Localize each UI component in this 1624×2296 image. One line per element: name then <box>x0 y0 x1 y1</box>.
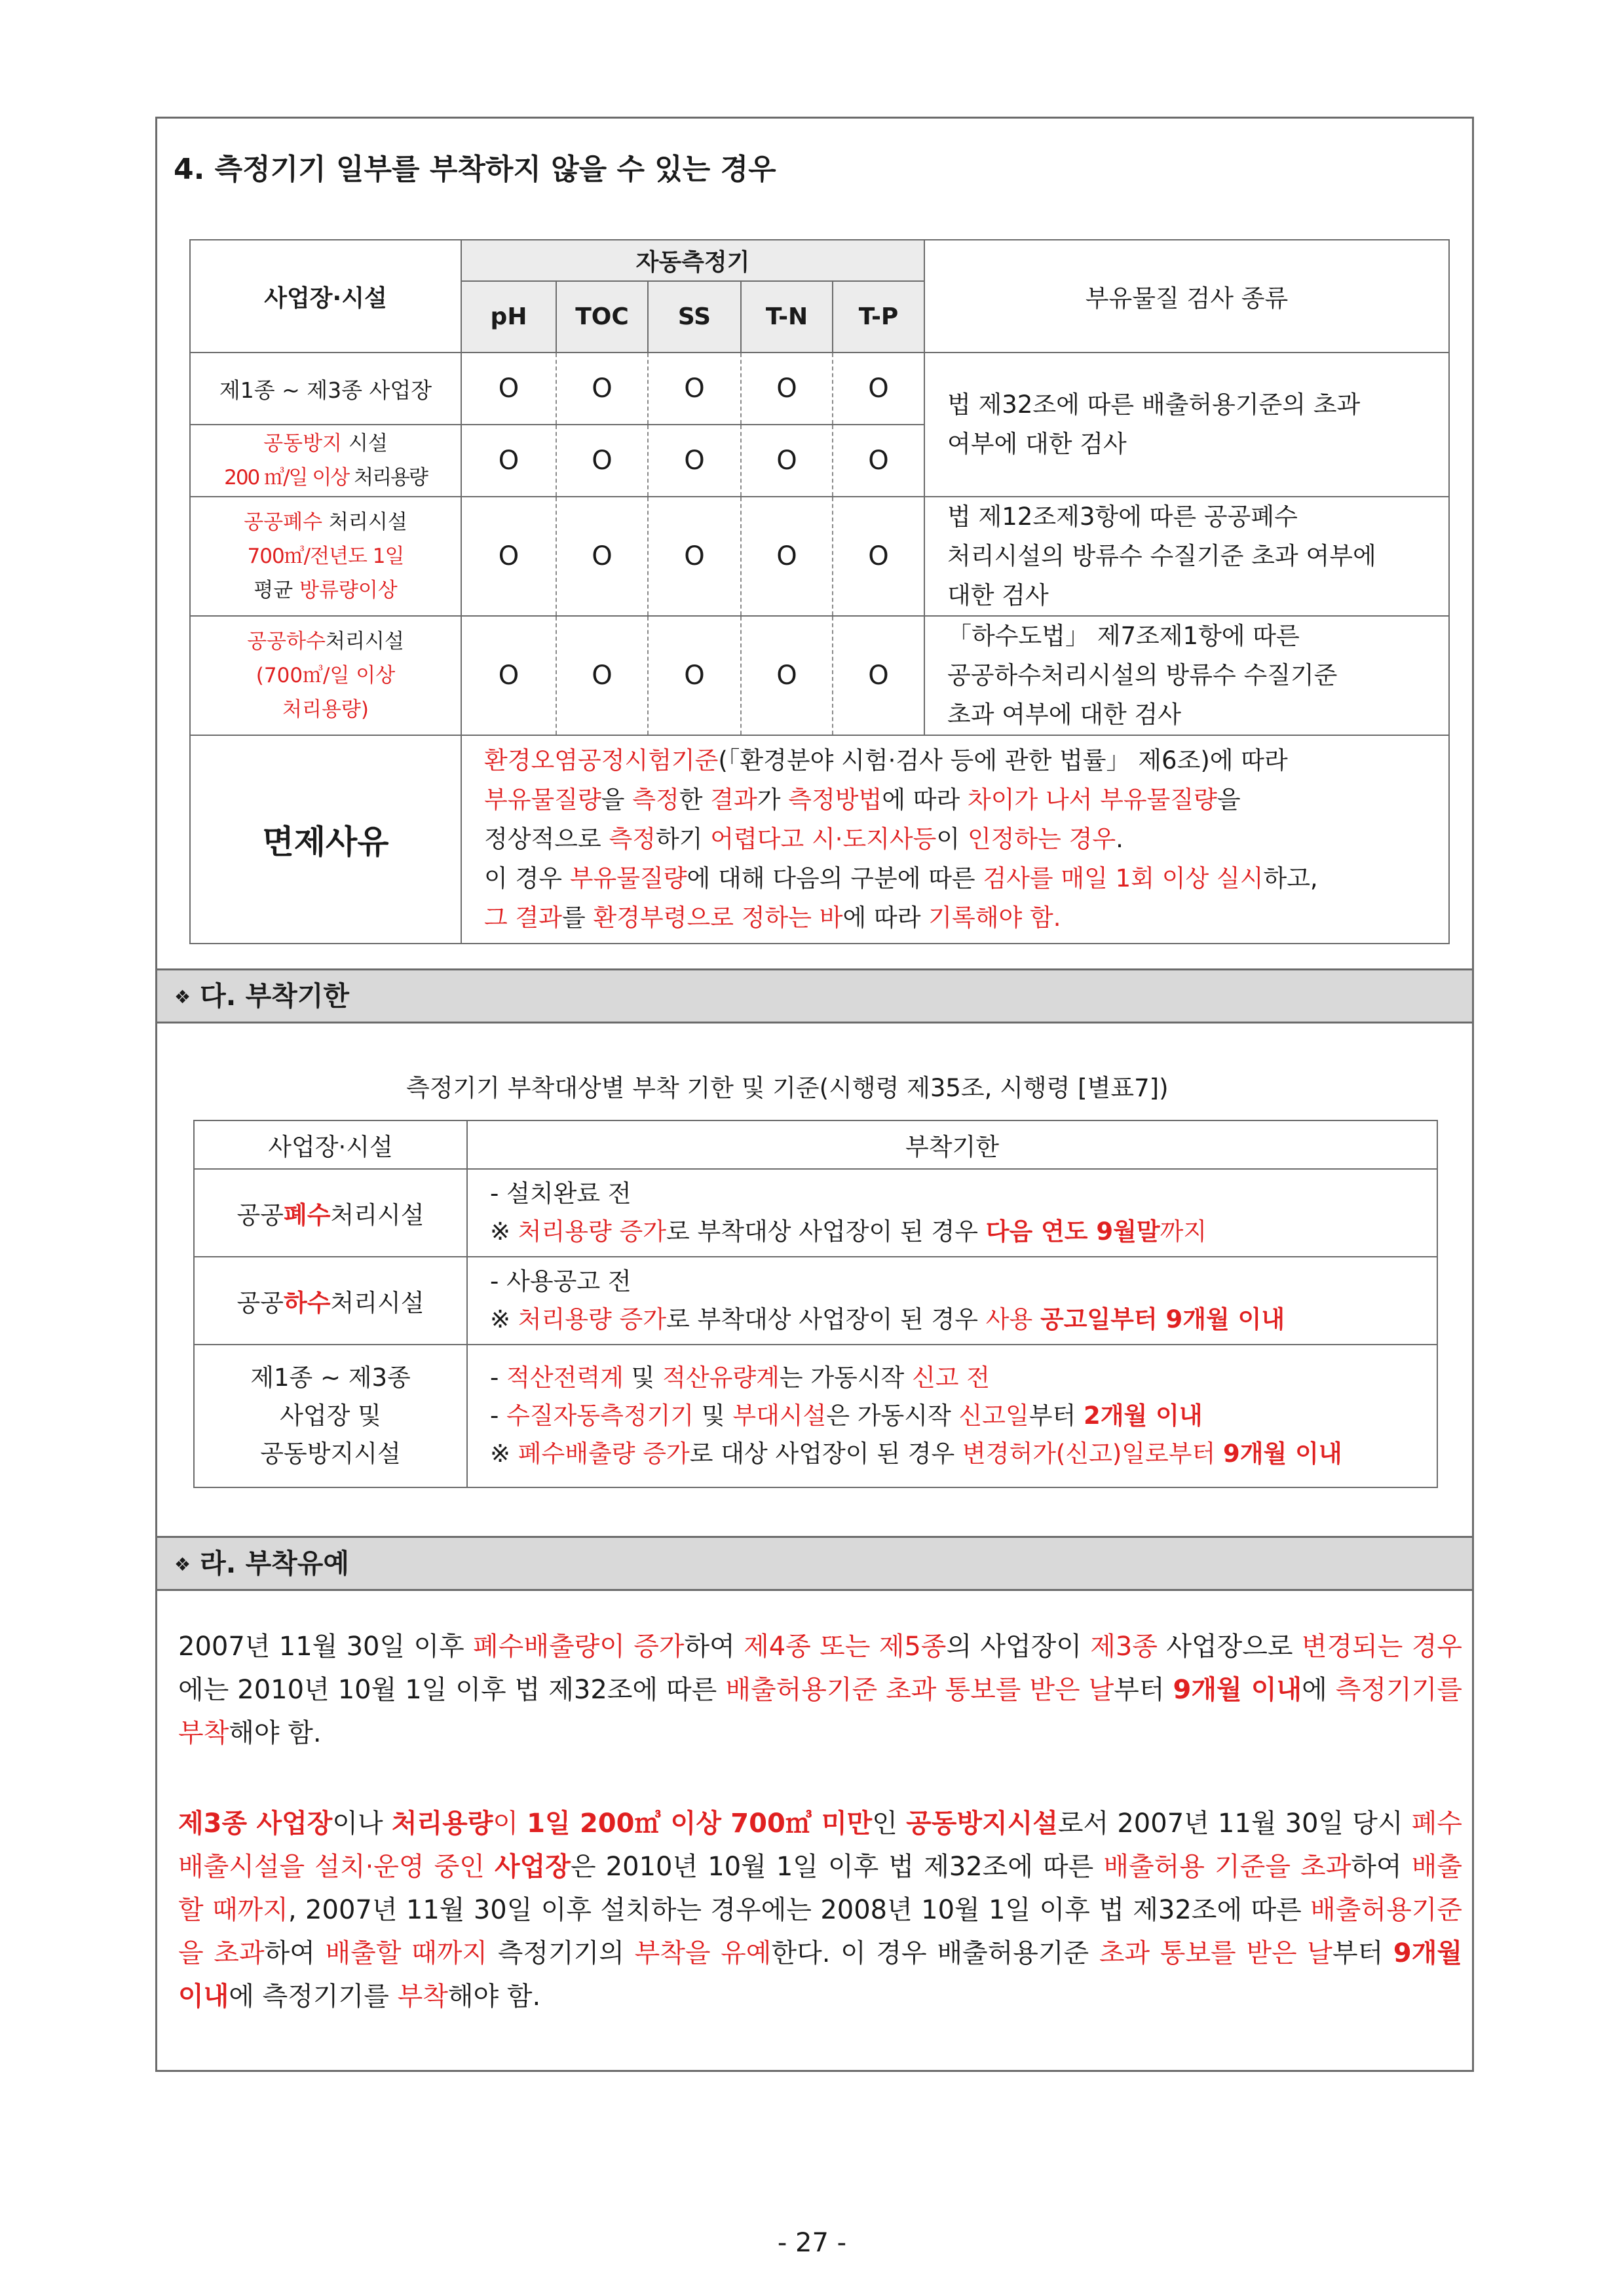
text-run: 2007년 11월 30일 이후 <box>178 1632 474 1662</box>
label-part: (700㎥/일 이상 <box>255 664 396 687</box>
ex-part: 에 따라 <box>882 786 968 814</box>
dl-part: 신고일 <box>958 1402 1029 1430</box>
text-run: 폐수배출량이 증가 <box>473 1632 685 1662</box>
dl-part: ※ <box>490 1305 518 1333</box>
ex-part: 결과 <box>710 786 757 814</box>
mark: O <box>461 425 556 497</box>
dl-part: 변경허가(신고)일로부터 <box>962 1440 1224 1468</box>
text-run: , 2007년 11월 30일 이후 설치하는 경우에는 2008년 10월 1일 이후 법 제32조에 따른 <box>288 1895 1311 1925</box>
mark: O <box>741 497 833 616</box>
dl-part: - <box>490 1364 507 1392</box>
label-line: 사업장 및 <box>280 1402 381 1430</box>
mark: O <box>556 425 648 497</box>
text-run: 해야 함. <box>229 1718 322 1748</box>
text-run: 배출허용기준 초과 통보를 받은 날 <box>725 1675 1114 1705</box>
mark: O <box>648 425 741 497</box>
r1-label <box>194 1169 467 1257</box>
ex-part: 에 따라 <box>842 904 929 932</box>
r2-deadline <box>467 1257 1437 1345</box>
ex-part: 한 <box>679 786 711 814</box>
text-run: 이나 <box>332 1808 392 1839</box>
label-part: 방류량이상 <box>299 579 398 602</box>
text-run: 에는 2010년 10월 1일 이후 법 제32조에 따른 <box>178 1675 726 1705</box>
header-deadline: 부착기한 <box>467 1120 1437 1169</box>
ex-part: 검사를 매일 1회 이상 실시 <box>983 864 1264 892</box>
dl-part: 공고일부터 9개월 이내 <box>1040 1305 1285 1333</box>
row2-label <box>190 425 461 497</box>
dl-part: 및 <box>623 1364 663 1392</box>
rows12-description <box>924 353 1449 497</box>
desc-line: 처리시설의 방류수 수질기준 초과 여부에 <box>947 542 1376 570</box>
mark: O <box>833 497 924 616</box>
dl-part: 은 가동시작 <box>826 1402 959 1430</box>
text-run: 은 2010년 10월 1일 이후 법 제32조에 따른 <box>570 1852 1104 1882</box>
text-run: 하여 <box>684 1632 744 1662</box>
label-part: 처리용량) <box>282 698 369 721</box>
label-part: 공공폐수 <box>244 510 323 534</box>
text-run: 공동방지시설 <box>906 1808 1058 1839</box>
dl-part: 는 가동시작 <box>779 1364 913 1392</box>
dl-part: 적산유량계 <box>662 1364 780 1392</box>
label-part: 평균 <box>254 579 299 602</box>
desc-line: 여부에 대한 검사 <box>947 430 1127 458</box>
text-run: 1일 200㎥ 이상 700㎥ 미만 <box>527 1808 873 1839</box>
text-run: 한다. 이 경우 배출허용기준 <box>771 1938 1099 1968</box>
grace-paragraph-2 <box>178 1802 1462 2018</box>
text-run: 하여 <box>264 1938 326 1968</box>
ex-part: 부유물질량 <box>484 786 601 814</box>
deadline-table <box>193 1120 1438 1488</box>
mark: O <box>741 425 833 497</box>
dl-part: ※ <box>490 1217 518 1246</box>
ex-part: 하고, <box>1263 864 1318 892</box>
desc-line: 법 제32조에 따른 배출허용기준의 초과 <box>947 391 1361 419</box>
mark: O <box>461 616 556 735</box>
mark: O <box>556 497 648 616</box>
text-run: 처리용량 <box>391 1808 493 1839</box>
desc-line: 대한 검사 <box>947 581 1049 609</box>
mark: O <box>461 353 556 425</box>
exemption-text <box>461 735 1449 944</box>
ex-part: 이 경우 <box>484 864 570 892</box>
text-run: 부착을 유예 <box>634 1938 772 1968</box>
dl-part: 2개월 이내 <box>1084 1402 1203 1430</box>
mark: O <box>461 497 556 616</box>
ex-part: 부유물질량 <box>569 864 687 892</box>
header-facility: 사업장·시설 <box>194 1120 467 1169</box>
text-run: 배출할 때까지 <box>325 1938 488 1968</box>
ex-part: 측정 <box>609 825 656 853</box>
text-run: 부착 <box>397 1981 448 2012</box>
label-part: 공공 <box>236 1289 284 1317</box>
row1-label: 제1종 ~ 제3종 사업장 <box>190 353 461 425</box>
row3-label <box>190 497 461 616</box>
text-run: 변경되는 경우 <box>1301 1632 1462 1662</box>
ex-part: (「환경분야 시험·검사 등에 관한 법률」 제6조)에 따라 <box>718 746 1288 775</box>
dl-part: 로 대상 사업장이 된 경우 <box>689 1440 962 1468</box>
row4-description <box>924 616 1449 735</box>
text-run: 배출허용 기준을 초과 <box>1103 1852 1351 1882</box>
header-tn: T-N <box>741 281 833 353</box>
label-part: 하수 <box>284 1289 331 1317</box>
header-auto-measure: 자동측정기 <box>461 240 924 281</box>
row3-description <box>924 497 1449 616</box>
text-run: 부터 <box>1332 1938 1393 1968</box>
desc-line: 「하수도법」 제7조제1항에 따른 <box>947 622 1300 650</box>
mark: O <box>833 616 924 735</box>
text-run: 9개월 이내 <box>1173 1675 1302 1705</box>
header-facility: 사업장·시설 <box>190 240 461 353</box>
dl-part: 9개월 이내 <box>1223 1440 1342 1468</box>
ex-part: 이 <box>936 825 968 853</box>
dl-part: ※ <box>490 1440 518 1468</box>
header-inspection: 부유물질 검사 종류 <box>924 240 1449 353</box>
section-ra-header <box>157 1536 1472 1591</box>
dl-part: 사용 <box>985 1305 1040 1333</box>
header-toc: TOC <box>556 281 648 353</box>
text-run: 제4종 또는 제5종 <box>744 1632 947 1662</box>
text-run: 해야 함. <box>447 1981 541 2012</box>
mark: O <box>833 353 924 425</box>
dl-part: - <box>490 1402 507 1430</box>
dl-part: 수질자동측정기기 <box>506 1402 694 1430</box>
text-run: 부터 <box>1114 1675 1173 1705</box>
ex-part: 정상적으로 <box>484 825 609 853</box>
text-run: 로서 2007년 11월 30일 당시 <box>1057 1808 1412 1839</box>
deadline-line: - 설치완료 전 <box>490 1179 632 1208</box>
text-run: 초과 통보를 받은 날 <box>1099 1938 1332 1968</box>
r3-deadline <box>467 1345 1437 1487</box>
dl-part: 로 부착대상 사업장이 된 경우 <box>666 1305 986 1333</box>
text-run: 하여 <box>1351 1852 1412 1882</box>
label-part: 폐수 <box>284 1201 331 1229</box>
dl-part: 부대시설 <box>732 1402 827 1430</box>
ex-part: 측정 <box>632 786 679 814</box>
label-part: 공공하수 <box>247 630 326 653</box>
text-run: 에 <box>1302 1675 1336 1705</box>
text-run: 측정기기의 <box>487 1938 635 1968</box>
header-tp: T-P <box>833 281 924 353</box>
mark: O <box>833 425 924 497</box>
r3-label <box>194 1345 467 1487</box>
ex-part: 하기 <box>655 825 711 853</box>
exemption-label: 면제사유 <box>190 735 461 944</box>
dl-part: 폐수배출량 증가 <box>518 1440 690 1468</box>
mark: O <box>556 616 648 735</box>
dl-part: 신고 전 <box>912 1364 991 1392</box>
ex-part: 가 <box>757 786 789 814</box>
ex-part: 을 <box>601 786 633 814</box>
desc-line: 초과 여부에 대한 검사 <box>947 700 1181 729</box>
text-run: 제3종 사업장 <box>178 1808 333 1839</box>
desc-line: 공공하수처리시설의 방류수 수질기준 <box>947 661 1338 689</box>
dl-part: 및 <box>694 1402 733 1430</box>
deadline-line: - 사용공고 전 <box>490 1267 632 1295</box>
r1-deadline <box>467 1169 1437 1257</box>
ex-part: 차이가 나서 부유물질량 <box>967 786 1217 814</box>
text-run: 제3종 <box>1090 1632 1158 1662</box>
dl-part: 다음 연도 9월말 <box>985 1217 1160 1246</box>
deadline-table-caption: 측정기기 부착대상별 부착 기한 및 기준(시행령 제35조, 시행령 [별표7]) <box>406 1074 1169 1102</box>
r2-label <box>194 1257 467 1345</box>
mark: O <box>741 353 833 425</box>
text-run: 이 <box>493 1808 527 1839</box>
dl-part: 적산전력계 <box>506 1364 624 1392</box>
label-line: 제1종 ~ 제3종 <box>250 1364 411 1392</box>
mark: O <box>648 353 741 425</box>
label-part: 공동방지 <box>263 432 343 455</box>
dl-part: 처리용량 증가 <box>518 1305 666 1333</box>
ex-part: 측정방법 <box>788 786 882 814</box>
text-run: 사업장으로 <box>1158 1632 1302 1662</box>
ex-part: 기록해야 함. <box>928 904 1061 932</box>
text-run: 배출허용기준을 초과 <box>178 1895 1462 1968</box>
label-part: 200 ㎥/일 이상 <box>224 466 349 489</box>
mark: O <box>741 616 833 735</box>
text-run: 배출할 때까지 <box>178 1852 1462 1925</box>
dl-part: 부터 <box>1029 1402 1084 1430</box>
page-number: - 27 - <box>777 2228 847 2258</box>
label-part: 700㎥/전년도 1일 <box>247 545 404 568</box>
label-part: 처리시설 <box>330 1289 425 1317</box>
label-part: 처리시설 <box>326 630 404 653</box>
ex-part: 에 대해 다음의 구분에 따른 <box>687 864 983 892</box>
text-run: 인 <box>872 1808 907 1839</box>
row4-label <box>190 616 461 735</box>
label-part: 처리시설 <box>330 1201 425 1229</box>
diamond-bullet-icon: ❖ <box>174 1554 191 1575</box>
section-da-header <box>157 968 1472 1024</box>
text-run: 사업장 <box>495 1852 571 1882</box>
dl-part: 처리용량 증가 <box>518 1217 666 1246</box>
dl-part: 로 부착대상 사업장이 된 경우 <box>666 1217 986 1246</box>
section-ra-title: 라. 부착유예 <box>200 1548 349 1579</box>
ex-part: 그 결과 <box>484 904 562 932</box>
ex-part: . <box>1116 825 1124 853</box>
label-part: 시설 <box>342 432 388 455</box>
text-run: 측정기기를 부착 <box>178 1675 1462 1748</box>
measurement-exemption-table <box>189 239 1450 944</box>
grace-paragraph-1 <box>178 1625 1462 1755</box>
diamond-bullet-icon: ❖ <box>174 986 191 1008</box>
mark: O <box>648 616 741 735</box>
desc-line: 법 제12조제3항에 따른 공공폐수 <box>947 503 1298 531</box>
text-run: 9개월 이내 <box>178 1938 1463 2012</box>
dl-part: 까지 <box>1160 1217 1207 1246</box>
label-part: 처리시설 <box>322 510 407 534</box>
mark: O <box>556 353 648 425</box>
label-part: 처리용량 <box>349 466 427 489</box>
text-run: 폐수배출시설을 설치·운영 중인 <box>178 1808 1462 1882</box>
section-da-title: 다. 부착기한 <box>200 980 349 1012</box>
ex-part: 환경오염공정시험기준 <box>484 746 719 775</box>
label-part: 공공 <box>236 1201 284 1229</box>
header-ss: SS <box>648 281 741 353</box>
ex-part: 를 <box>562 904 594 932</box>
header-ph: pH <box>461 281 556 353</box>
section-4-title: 4. 측정기기 일부를 부착하지 않을 수 있는 경우 <box>174 153 776 186</box>
label-line: 공동방지시설 <box>260 1440 401 1468</box>
mark: O <box>648 497 741 616</box>
ex-part: 을 <box>1217 786 1241 814</box>
ex-part: 환경부령으로 정하는 바 <box>593 904 843 932</box>
ex-part: 어렵다고 시·도지사등 <box>710 825 937 853</box>
text-run: 의 사업장이 <box>946 1632 1091 1662</box>
ex-part: 인정하는 경우 <box>967 825 1116 853</box>
text-run: 에 측정기기를 <box>229 1981 398 2012</box>
